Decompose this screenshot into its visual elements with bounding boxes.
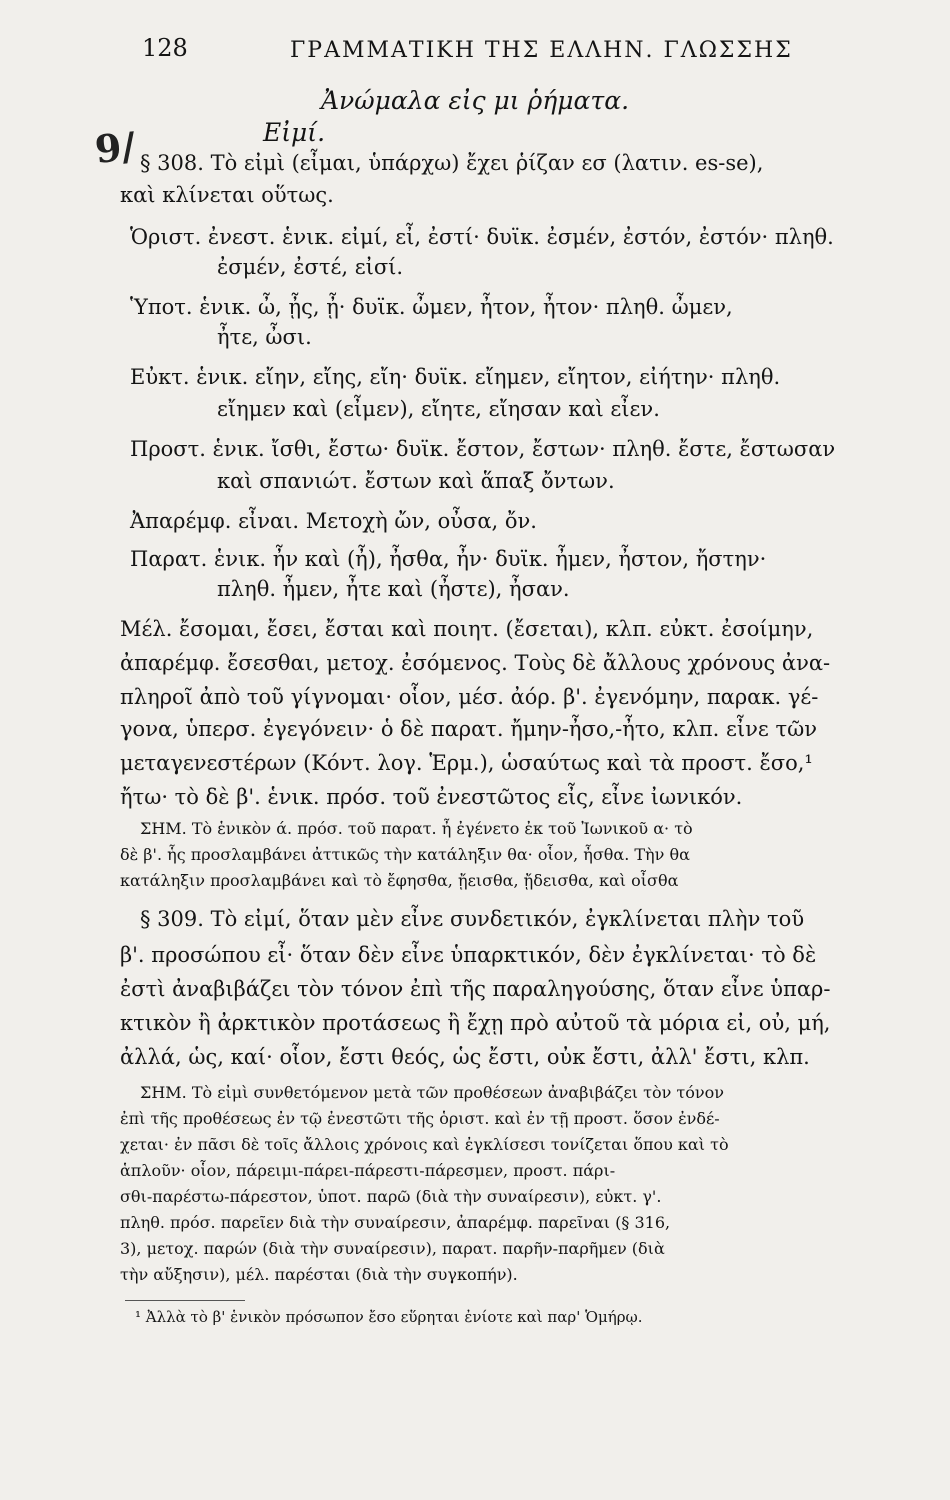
footnote-rule <box>125 1300 245 1301</box>
text-line: Ὑποτ. ἑνικ. ὦ, ᾖς, ᾖ· δυϊκ. ὦμεν, ἦτον, ἦτον· πληθ. ὦμεν, <box>130 295 733 319</box>
text-line: καὶ κλίνεται οὕτως. <box>120 183 334 207</box>
running-title: ΓΡΑΜΜΑΤΙΚΗ ΤΗΣ ΕΛΛΗΝ. ΓΛΩΣΣΗΣ <box>290 38 793 63</box>
text-line: ἤτω· τὸ δὲ β'. ἑνικ. πρόσ. τοῦ ἐνεστῶτος εἶς, εἶνε ἰωνικόν. <box>120 785 743 809</box>
note-line: κατάληξιν προσλαμβάνει καὶ τὸ ἔφησθα, ᾔεισθα, ᾔδεισθα, καὶ οἶσθα <box>120 871 679 890</box>
text-line: § 308. Τὸ εἰμὶ (εἶμαι, ὑπάρχω) ἔχει ῥίζαν εσ (λατιν. es-se), <box>140 151 764 175</box>
text-line: κτικὸν ἢ ἀρκτικὸν προτάσεως ἢ ἔχῃ πρὸ αὐτοῦ τὰ μόρια εἰ, οὐ, μή, <box>120 1011 831 1035</box>
text-line: § 309. Τὸ εἰμί, ὅταν μὲν εἶνε συνδετικόν, ἐγκλίνεται πλὴν τοῦ <box>140 907 805 931</box>
text-line: Μέλ. ἔσομαι, ἔσει, ἔσται καὶ ποιητ. (ἔσεται), κλπ. εὐκτ. ἐσοίμην, <box>120 617 814 641</box>
text-line: πληροῖ ἀπὸ τοῦ γίγνομαι· οἷον, μέσ. ἀόρ. β'. ἐγενόμην, παρακ. γέ- <box>120 685 819 709</box>
text-line: Ὁριστ. ἐνεστ. ἑνικ. εἰμί, εἶ, ἐστί· δυϊκ. ἐσμέν, ἐστόν, ἐστόν· πληθ. <box>130 225 834 249</box>
text-line: Προστ. ἑνικ. ἴσθι, ἔστω· δυϊκ. ἔστον, ἔστων· πληθ. ἔστε, ἔστωσαν <box>130 437 836 461</box>
section-title: Ἀνώμαλα εἰς μι ῥήματα. <box>320 86 630 115</box>
text-line: γονα, ὑπερσ. ἐγεγόνειν· ὁ δὲ παρατ. ἤμην-ἦσο,-ἦτο, κλπ. εἶνε τῶν <box>120 717 817 741</box>
text-line: καὶ σπανιώτ. ἔστων καὶ ἅπαξ ὄντων. <box>217 469 615 493</box>
text-line: πληθ. ἦμεν, ἦτε καὶ (ἦστε), ἦσαν. <box>217 577 570 601</box>
page-header <box>120 34 910 74</box>
text-line: εἴημεν καὶ (εἶμεν), εἴητε, εἴησαν καὶ εἶεν. <box>217 397 660 421</box>
handwritten-margin-mark: 9/ <box>92 123 138 172</box>
note-line: πληθ. πρόσ. παρεῖεν διὰ τὴν συναίρεσιν, ἀπαρέμφ. παρεῖναι (§ 316, <box>120 1213 671 1232</box>
note-line: χεται· ἐν πᾶσι δὲ τοῖς ἄλλοις χρόνοις καὶ ἐγκλίσεσι τονίζεται ὅπου καὶ τὸ <box>120 1135 729 1154</box>
text-line: β'. προσώπου εἶ· ὅταν δὲν εἶνε ὑπαρκτικόν, δὲν ἐγκλίνεται· τὸ δὲ <box>120 943 817 967</box>
text-line: ἀλλά, ὡς, καί· οἷον, ἔστι θεός, ὡς ἔστι, οὐκ ἔστι, ἀλλ' ἔστι, κλπ. <box>120 1045 810 1069</box>
note-line: 3), μετοχ. παρών (διὰ τὴν συναίρεσιν), παρατ. παρῆν-παρῆμεν (διὰ <box>120 1239 665 1258</box>
text-line: ἐστὶ ἀναβιβάζει τὸν τόνον ἐπὶ τῆς παραληγούσης, ὅταν εἶνε ὑπαρ- <box>120 977 831 1001</box>
verb-title: Εἰμί. <box>263 118 326 147</box>
text-line: Ἀπαρέμφ. εἶναι. Μετοχὴ ὤν, οὖσα, ὄν. <box>130 509 537 533</box>
note-line: ἁπλοῦν· οἷον, πάρειμι-πάρει-πάρεστι-πάρεσμεν, προστ. πάρι- <box>120 1161 616 1180</box>
note-line: ΣΗΜ. Τὸ εἰμὶ συνθετόμενον μετὰ τῶν προθέσεων ἀναβιβάζει τὸν τόνον <box>140 1083 724 1102</box>
text-line: ἐσμέν, ἐστέ, εἰσί. <box>217 255 404 279</box>
text-line: μεταγενεστέρων (Κόντ. λογ. Ἑρμ.), ὡσαύτως καὶ τὰ προστ. ἔσο,¹ <box>120 751 813 775</box>
text-line: Παρατ. ἑνικ. ἦν καὶ (ἦ), ἦσθα, ἦν· δυϊκ. ἦμεν, ἦστον, ἤστην· <box>130 547 767 571</box>
note-line: σθι-παρέστω-πάρεστον, ὑποτ. παρῶ (διὰ τὴν συναίρεσιν), εὐκτ. γ'. <box>120 1187 662 1206</box>
text-line: Εὐκτ. ἑνικ. εἴην, εἴης, εἴη· δυϊκ. εἴημεν, εἴητον, εἰήτην· πληθ. <box>130 365 781 389</box>
text-line: ἦτε, ὦσι. <box>217 325 312 349</box>
note-line: ἐπὶ τῆς προθέσεως ἐν τῷ ἐνεστῶτι τῆς ὁριστ. καὶ ἐν τῇ προστ. ὅσον ἐνδέ- <box>120 1109 720 1128</box>
footnote: ¹ Ἀλλὰ τὸ β' ἑνικὸν πρόσωπον ἔσο εὕρηται ἐνίοτε καὶ παρ' Ὁμήρῳ. <box>135 1308 643 1326</box>
note-line: δὲ β'. ἧς προσλαμβάνει ἀττικῶς τὴν κατάληξιν θα· οἷον, ἦσθα. Τὴν θα <box>120 845 690 864</box>
page-number: 128 <box>142 34 188 62</box>
text-line: ἀπαρέμφ. ἔσεσθαι, μετοχ. ἐσόμενος. Τοὺς δὲ ἄλλους χρόνους ἀνα- <box>120 651 831 675</box>
note-line: τὴν αὔξησιν), μέλ. παρέσται (διὰ τὴν συγκοπήν). <box>120 1265 518 1284</box>
note-line: ΣΗΜ. Τὸ ἑνικὸν ά. πρόσ. τοῦ παρατ. ἦ ἐγένετο ἐκ τοῦ Ἰωνικοῦ α· τὸ <box>140 819 693 838</box>
